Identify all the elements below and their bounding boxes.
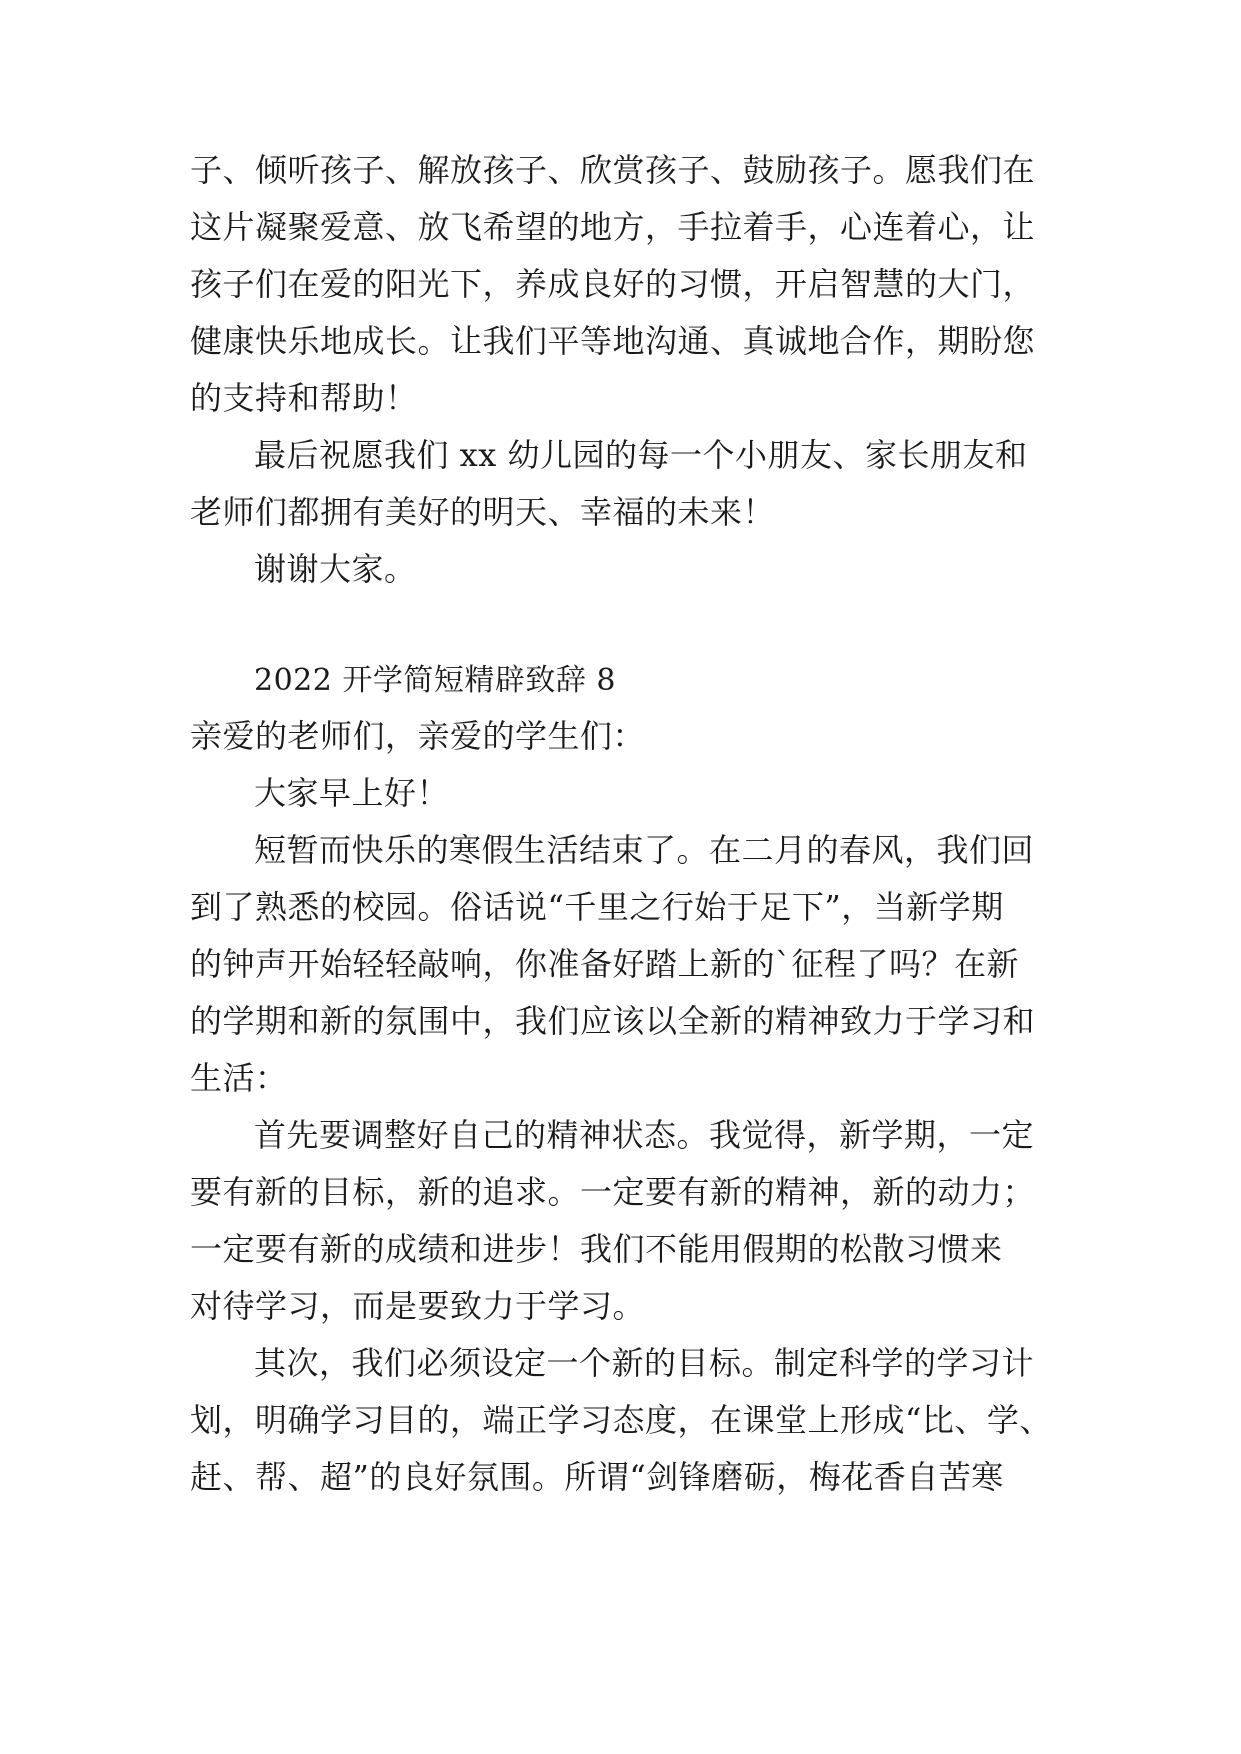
paragraph-line: 健康快乐地成长。让我们平等地沟通、真诚地合作，期盼您 (190, 322, 1036, 360)
paragraph-line: 谢谢大家。 (254, 550, 417, 588)
paragraph-line: 划，明确学习目的，端正学习态度，在课堂上形成“比、学、 (190, 1401, 1052, 1439)
paragraph-line: 子、倾听孩子、解放孩子、欣赏孩子、鼓励孩子。愿我们在 (190, 151, 1036, 189)
greeting: 大家早上好！ (254, 774, 450, 812)
paragraph-line: 生活： (190, 1059, 288, 1097)
paragraph-line: 要有新的目标，新的追求。一定要有新的精神，新的动力； (190, 1173, 1036, 1211)
paragraph-line: 的钟声开始轻轻敲响，你准备好踏上新的`征程了吗？在新 (190, 945, 1020, 983)
paragraph-line: 的学期和新的氛围中，我们应该以全新的精神致力于学习和 (190, 1002, 1036, 1040)
paragraph-line: 其次，我们必须设定一个新的目标。制定科学的学习计 (254, 1344, 1035, 1382)
paragraph-line: 的支持和帮助！ (190, 379, 418, 417)
paragraph-line: 首先要调整好自己的精神状态。我觉得，新学期，一定 (254, 1116, 1035, 1154)
paragraph-line: 孩子们在爱的阳光下，养成良好的习惯，开启智慧的大门， (190, 265, 1036, 303)
paragraph-line: 对待学习，而是要致力于学习。 (190, 1287, 646, 1325)
salutation: 亲爱的老师们，亲爱的学生们： (190, 717, 646, 755)
paragraph-line: 赶、帮、超”的良好氛围。所谓“剑锋磨砺，梅花香自苦寒 (190, 1458, 1004, 1496)
section-heading: 2022 开学简短精辟致辞 8 (254, 663, 617, 698)
paragraph-line: 短暂而快乐的寒假生活结束了。在二月的春风，我们回 (254, 831, 1035, 869)
paragraph-line: 一定要有新的成绩和进步！我们不能用假期的松散习惯来 (190, 1230, 1003, 1268)
paragraph-line: 老师们都拥有美好的明天、幸福的未来！ (190, 493, 776, 531)
paragraph-line: 这片凝聚爱意、放飞希望的地方，手拉着手，心连着心，让 (190, 208, 1036, 246)
paragraph-line: 最后祝愿我们 xx 幼儿园的每一个小朋友、家长朋友和 (254, 436, 1028, 474)
paragraph-line: 到了熟悉的校园。俗话说“千里之行始于足下”，当新学期 (190, 888, 1004, 926)
